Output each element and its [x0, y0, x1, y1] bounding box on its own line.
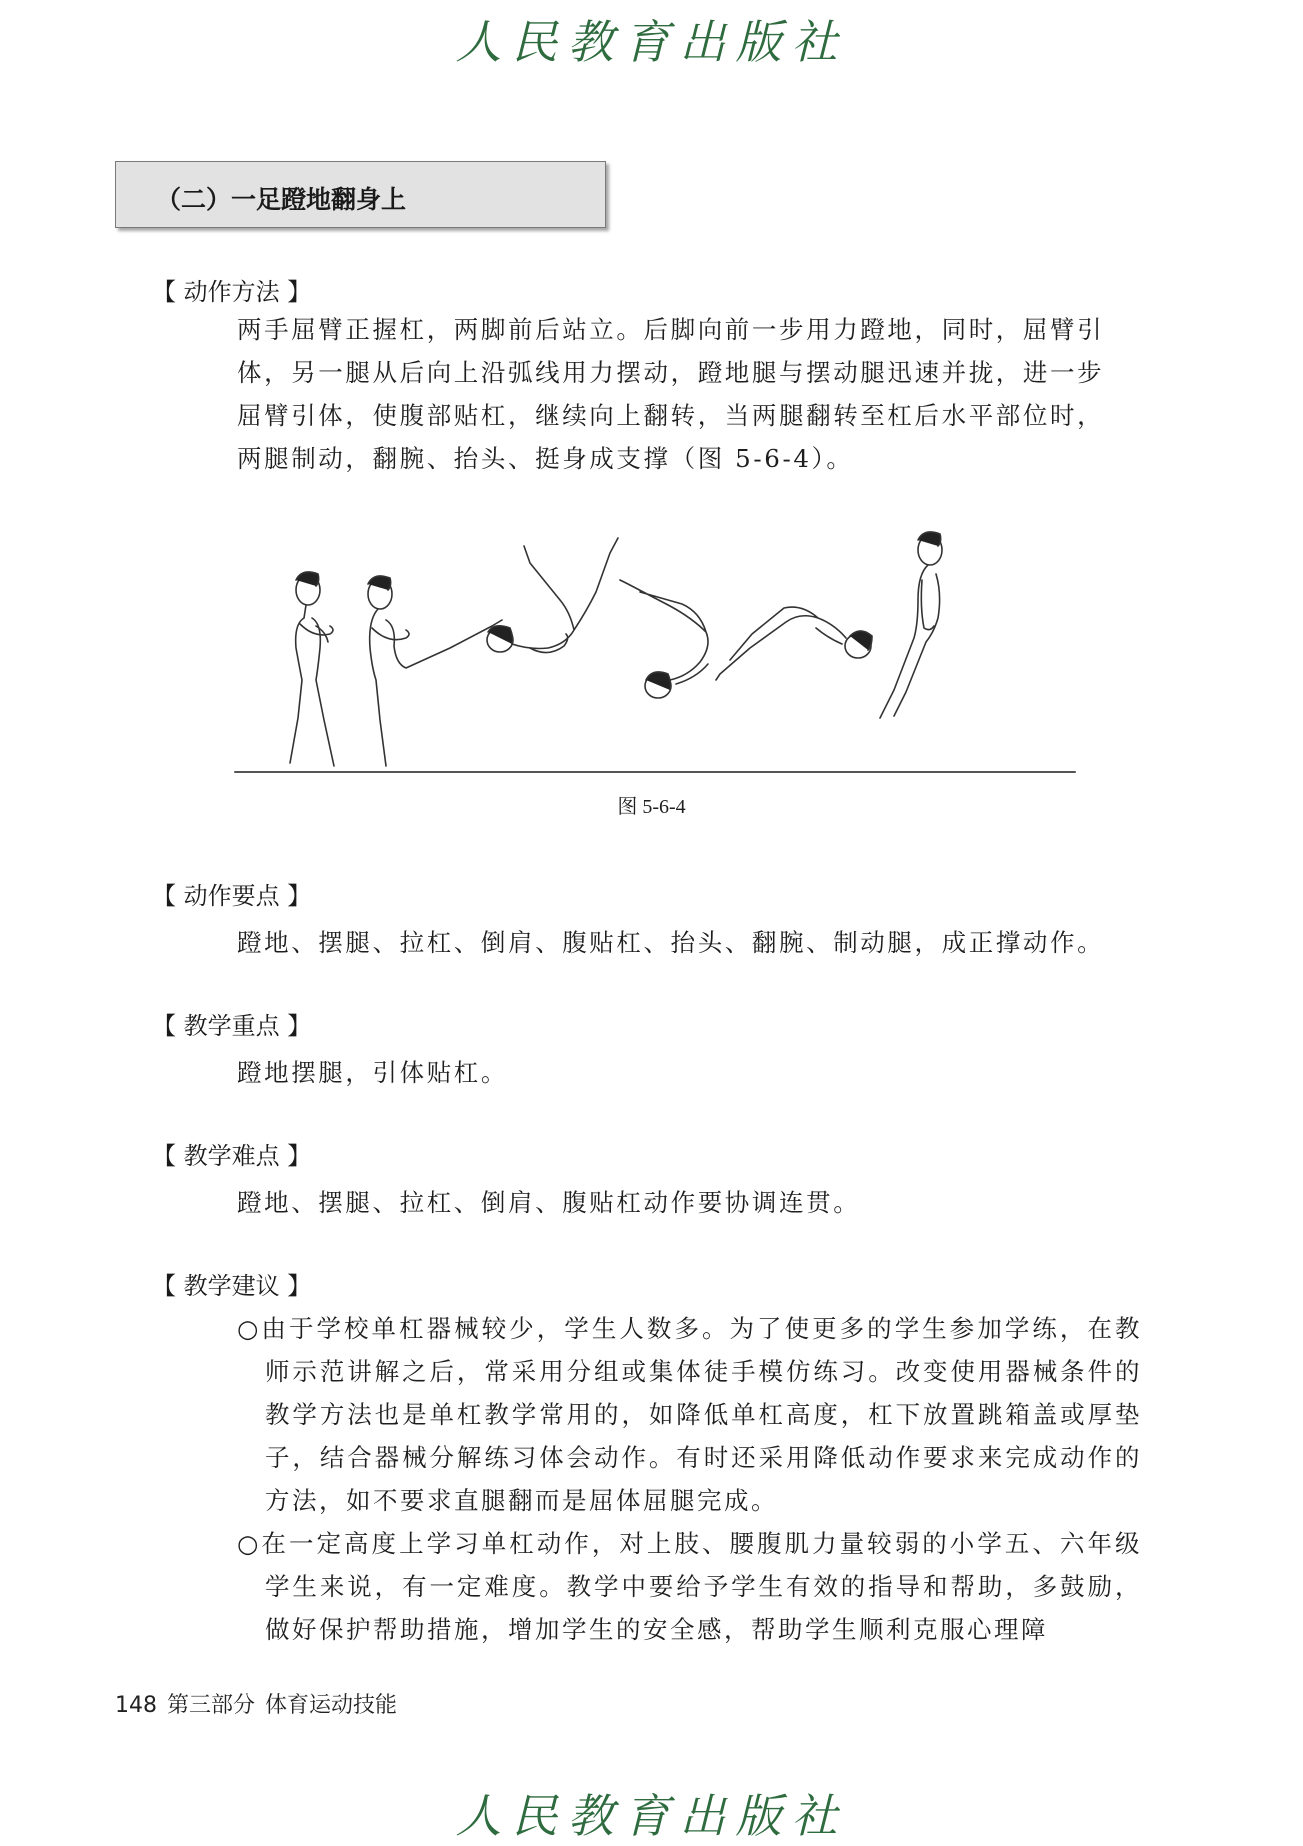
teaching-difficulty-text: 蹬地、摆腿、拉杠、倒肩、腹贴杠动作要协调连贯。 [237, 1188, 861, 1217]
publisher-logo-top: 人民教育出版社 [455, 15, 848, 69]
publisher-logo-bottom: 人民教育出版社 [455, 1789, 848, 1843]
suggestion-item-2: ○在一定高度上学习单杠动作，对上肢、腰腹肌力量较弱的小学五、六年级学生来说，有一定难度。教学中要给予学生有效的指导和帮助，多鼓励，做好保护帮助措施，增加学生的安全感，帮助学生顺利克服心理障 [237, 1529, 1142, 1644]
figure-pose-3 [487, 538, 618, 653]
teaching-focus-heading: 【 教学重点 】 [152, 1012, 312, 1040]
figure-pose-4 [620, 580, 708, 698]
method-text [237, 308, 1142, 480]
method-line-3: 屈臂引体，使腹部贴杠，继续向上翻转，当两腿翻转至杠后水平部位时， [237, 401, 1105, 430]
figure-pose-5 [716, 607, 872, 680]
suggestion-item-1: ○由于学校单杠器械较少，学生人数多。为了使更多的学生参加学练，在教师示范讲解之后，常采用分组或集体徒手模仿练习。改变使用器械条件的教学方法也是单杠教学常用的，如降低单杠高度，杠下放置跳箱盖或厚垫子，结合器械分解练习体会动作。有时还采用降低动作要求来完成动作的方法，如不要求直腿翻而是屈体屈腿完成。 [237, 1314, 1142, 1515]
key-points-heading: 【 动作要点 】 [152, 882, 312, 910]
figure-pose-6 [880, 532, 942, 718]
page-footer [115, 1688, 407, 1719]
key-points-text: 蹬地、摆腿、拉杠、倒肩、腹贴杠、抬头、翻腕、制动腿，成正撑动作。 [237, 928, 1105, 957]
teaching-suggestions-heading: 【 教学建议 】 [152, 1272, 312, 1300]
method-line-1: 两手屈臂正握杠，两脚前后站立。后脚向前一步用力蹬地，同时，屈臂引 [237, 315, 1105, 344]
method-heading: 【 动作方法 】 [152, 278, 312, 306]
section-title: （二）一足蹬地翻身上 [156, 185, 407, 214]
page-number: 148 [115, 1693, 157, 1718]
method-line-4: 两腿制动，翻腕、抬头、挺身成支撑（图 5-6-4）。 [237, 444, 854, 473]
teaching-difficulty-heading: 【 教学难点 】 [152, 1142, 312, 1170]
teaching-focus-text: 蹬地摆腿，引体贴杠。 [237, 1058, 508, 1087]
gymnastics-figure [230, 508, 1080, 776]
figure-caption: 图 5-6-4 [617, 796, 686, 818]
section-title-box [115, 161, 606, 228]
figure-pose-2 [368, 576, 502, 766]
footer-chapter: 体育运动技能 [265, 1693, 398, 1718]
method-line-2: 体，另一腿从后向上沿弧线用力摆动，蹬地腿与摆动腿迅速并拢，进一步 [237, 358, 1105, 387]
figure-pose-1 [290, 572, 334, 766]
footer-part: 第三部分 [167, 1693, 256, 1718]
